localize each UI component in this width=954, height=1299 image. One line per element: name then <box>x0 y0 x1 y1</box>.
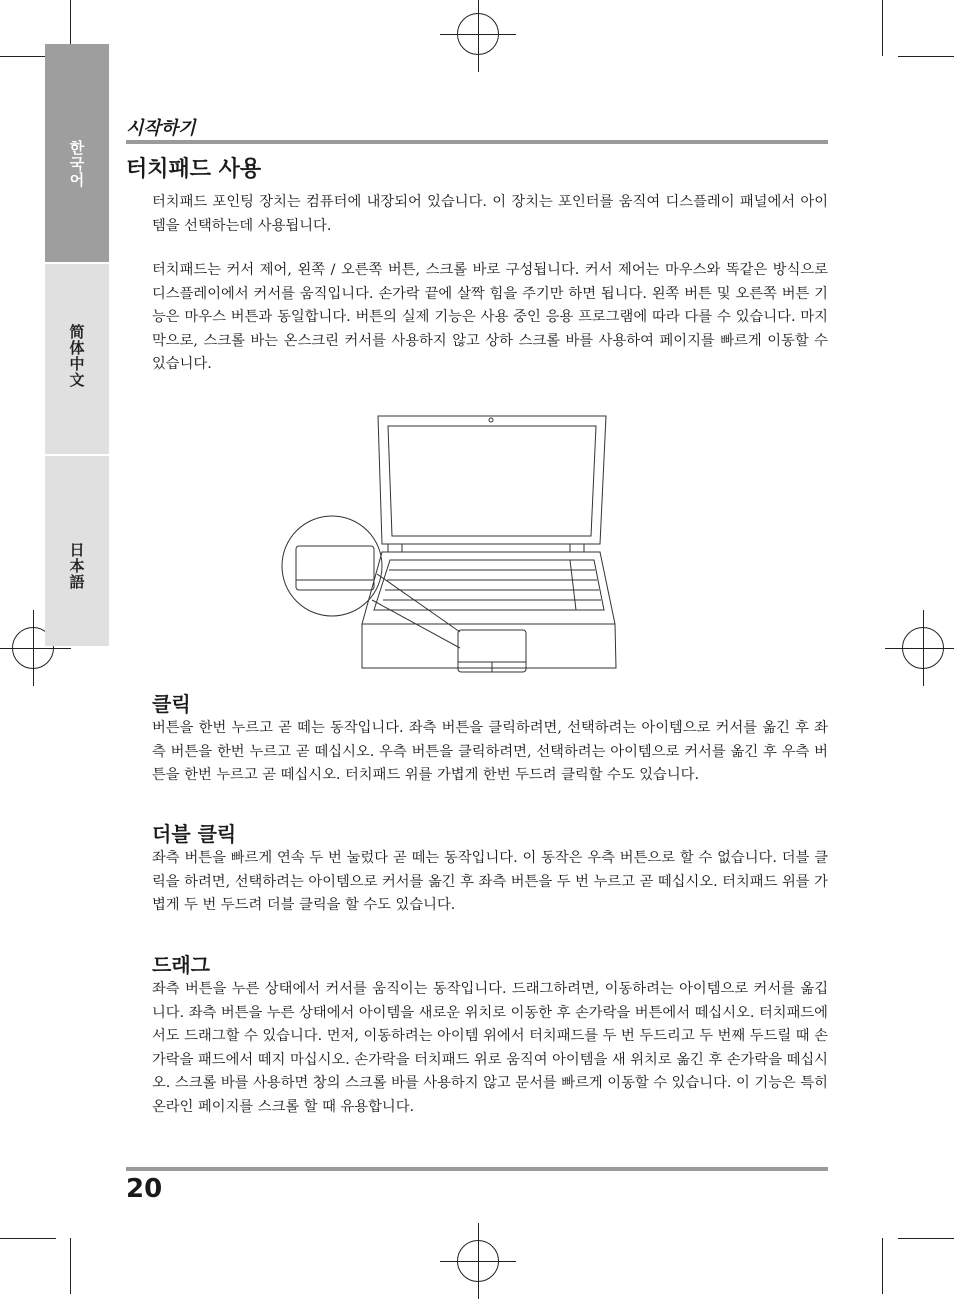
registration-mark <box>457 1240 499 1282</box>
drag-paragraph: 좌측 버튼을 누른 상태에서 커서를 움직이는 동작입니다. 드래그하려면, 이동하려는 아이템으로 커서를 옮깁니다. 좌측 버튼을 누른 상태에서 아이템을 새로운 위치로 이동한 후 손가락을 버튼에서 떼십시오. 터치패드에서도 드래그할 수 있습니다. 먼저, 이동하려는 아이템 위에서 터치패드를 두 번 두드리고 두 번째 두드릴 때 손가락을 패드에서 떼지 마십시오. 손가락을 터치패드 위로 움직여 아이템을 새 위치로 옮긴 후 손가락을 떼십시오. 스크롤 바를 사용하면 창의 스크롤 바를 사용하지 않고 문서를 빠르게 이동할 수 있습니다. 이 기능은 특히 온라인 페이지를 스크롤 할 때 유용합니다. <box>152 981 828 1115</box>
crop-mark <box>898 56 954 57</box>
crop-mark <box>0 1238 56 1239</box>
section-label: 시작하기 <box>126 118 196 139</box>
tab-label: 简体中文 <box>67 324 86 388</box>
crop-mark <box>70 1238 71 1294</box>
crop-mark <box>898 1238 954 1239</box>
crop-mark <box>882 0 883 56</box>
page-title: 터치패드 사용 <box>126 157 262 182</box>
double-click-heading: 더블 클릭 <box>152 822 237 846</box>
tab-korean[interactable] <box>45 44 109 262</box>
click-heading: 클릭 <box>152 692 191 716</box>
laptop-touchpad-illustration <box>270 410 630 690</box>
click-paragraph: 버튼을 한번 누르고 곧 떼는 동작입니다. 좌측 버튼을 클릭하려면, 선택하려는 아이템으로 커서를 옮긴 후 좌측 버튼을 한번 누르고 곧 떼십시오. 우측 버튼을 클릭하려면, 선택하려는 아이템으로 커서를 옮긴 후 우측 버튼을 한번 누르고 곧 떼십시오. 터치패드 위를 가볍게 한번 두드려 클릭할 수도 있습니다. <box>152 720 828 783</box>
crop-mark <box>882 1238 883 1294</box>
registration-mark <box>902 627 944 669</box>
tab-label: 日本語 <box>67 542 86 590</box>
footer-rule <box>126 1167 828 1171</box>
intro-paragraph-2: 터치패드는 커서 제어, 왼쪽 / 오른쪽 버튼, 스크롤 바로 구성됩니다. 커서 제어는 마우스와 똑같은 방식으로 디스플레이에서 커서를 움직입니다. 손가락 끝에 살짝 힘을 주기만 하면 됩니다. 왼쪽 버튼 및 오른쪽 버튼 기능은 마우스 버튼과 동일합니다. 버튼의 실제 기능은 사용 중인 응용 프로그램에 따라 다를 수 있습니다. 마지막으로, 스크롤 바는 온스크린 커서를 사용하지 않고 상하 스크롤 바를 사용하여 페이지를 빠르게 이동할 수 있습니다. <box>152 262 828 372</box>
intro-paragraph-1: 터치패드 포인팅 장치는 컴퓨터에 내장되어 있습니다. 이 장치는 포인터를 움직여 디스플레이 패널에서 아이템을 선택하는데 사용됩니다. <box>152 194 828 234</box>
registration-mark <box>457 13 499 55</box>
page-number: 20 <box>126 1174 163 1204</box>
tab-label: 한국어 <box>67 140 86 188</box>
language-tabs <box>45 44 109 648</box>
drag-heading: 드래그 <box>152 953 210 977</box>
double-click-paragraph: 좌측 버튼을 빠르게 연속 두 번 눌렀다 곧 떼는 동작입니다. 이 동작은 우측 버튼으로 할 수 없습니다. 더블 클릭을 하려면, 선택하려는 아이템으로 커서를 옮긴 후 좌측 버튼을 두 번 누르고 곧 떼십시오. 터치패드 위를 가볍게 두 번 두드려 더블 클릭을 할 수도 있습니다. <box>152 850 828 913</box>
header-rule <box>126 140 828 144</box>
tab-chinese[interactable] <box>45 264 109 454</box>
tab-japanese[interactable] <box>45 456 109 646</box>
